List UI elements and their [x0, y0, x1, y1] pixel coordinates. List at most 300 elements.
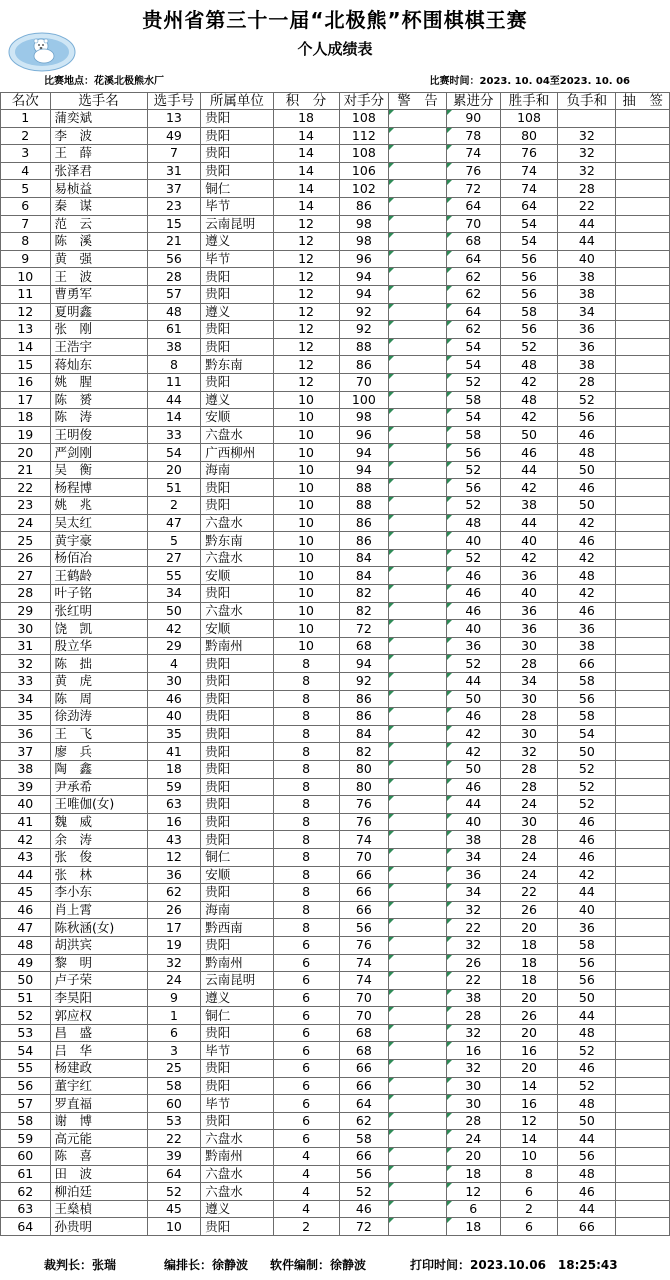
unit-cell: 六盘水 [201, 514, 273, 532]
loss-sum-cell: 44 [558, 215, 616, 233]
unit-cell: 黔西南 [201, 919, 273, 937]
loss-sum-cell: 38 [558, 268, 616, 286]
player-name-cell: 殷立华 [50, 637, 147, 655]
draw-cell [616, 1148, 670, 1166]
cumulative-score-cell: 52 [446, 549, 500, 567]
table-row [1, 708, 670, 726]
warning-cell [389, 743, 447, 761]
warning-cell [389, 426, 447, 444]
warning-cell [389, 444, 447, 462]
rank-cell: 8 [1, 233, 51, 251]
opponent-score-cell: 82 [339, 602, 389, 620]
draw-cell [616, 127, 670, 145]
win-sum-cell: 42 [500, 479, 558, 497]
player-name-cell: 胡洪宾 [50, 936, 147, 954]
col-opponent-score-header: 对手分 [339, 93, 389, 110]
warning-cell [389, 848, 447, 866]
player-name-cell: 叶子铭 [50, 585, 147, 603]
referee-label: 裁判长：张瑞 [44, 1258, 117, 1272]
cumulative-score-cell: 34 [446, 884, 500, 902]
rank-cell: 39 [1, 778, 51, 796]
table-row [1, 1183, 670, 1201]
win-sum-cell: 6 [500, 1218, 558, 1236]
opponent-score-cell: 86 [339, 690, 389, 708]
warning-cell [389, 127, 447, 145]
rank-cell: 15 [1, 356, 51, 374]
player-name-cell: 肖上霄 [50, 901, 147, 919]
player-number-cell: 48 [147, 303, 201, 321]
cumulative-score-cell: 40 [446, 532, 500, 550]
win-sum-cell: 36 [500, 620, 558, 638]
player-number-cell: 23 [147, 197, 201, 215]
score-cell: 10 [273, 602, 339, 620]
win-sum-cell: 36 [500, 567, 558, 585]
rank-cell: 56 [1, 1077, 51, 1095]
player-number-cell: 46 [147, 690, 201, 708]
win-sum-cell: 40 [500, 532, 558, 550]
player-name-cell: 曹勇军 [50, 285, 147, 303]
score-cell: 10 [273, 637, 339, 655]
draw-cell [616, 655, 670, 673]
loss-sum-cell: 32 [558, 127, 616, 145]
win-sum-cell: 56 [500, 268, 558, 286]
cumulative-score-cell: 64 [446, 197, 500, 215]
score-cell: 6 [273, 1060, 339, 1078]
cumulative-score-cell: 70 [446, 215, 500, 233]
draw-cell [616, 373, 670, 391]
table-row [1, 1077, 670, 1095]
draw-cell [616, 936, 670, 954]
warning-cell [389, 250, 447, 268]
unit-cell: 贵阳 [201, 743, 273, 761]
score-cell: 8 [273, 725, 339, 743]
table-row [1, 1024, 670, 1042]
opponent-score-cell: 66 [339, 884, 389, 902]
unit-cell: 贵阳 [201, 373, 273, 391]
loss-sum-cell: 58 [558, 708, 616, 726]
opponent-score-cell: 96 [339, 426, 389, 444]
table-row [1, 796, 670, 814]
player-number-cell: 50 [147, 602, 201, 620]
loss-sum-cell: 44 [558, 1007, 616, 1025]
win-sum-cell: 20 [500, 1060, 558, 1078]
win-sum-cell: 16 [500, 1042, 558, 1060]
score-cell: 10 [273, 391, 339, 409]
unit-cell: 贵阳 [201, 778, 273, 796]
player-number-cell: 11 [147, 373, 201, 391]
draw-cell [616, 497, 670, 515]
unit-cell: 贵阳 [201, 796, 273, 814]
player-number-cell: 25 [147, 1060, 201, 1078]
player-number-cell: 32 [147, 954, 201, 972]
table-row [1, 285, 670, 303]
player-number-cell: 27 [147, 549, 201, 567]
loss-sum-cell: 52 [558, 796, 616, 814]
warning-cell [389, 796, 447, 814]
unit-cell: 安顺 [201, 409, 273, 427]
unit-cell: 安顺 [201, 567, 273, 585]
col-number-header: 选手号 [147, 93, 201, 110]
cumulative-score-cell: 36 [446, 637, 500, 655]
loss-sum-cell: 36 [558, 620, 616, 638]
rank-cell: 24 [1, 514, 51, 532]
unit-cell: 广西柳州 [201, 444, 273, 462]
score-cell: 12 [273, 215, 339, 233]
score-cell: 8 [273, 743, 339, 761]
rank-cell: 26 [1, 549, 51, 567]
rank-cell: 18 [1, 409, 51, 427]
unit-cell: 毕节 [201, 250, 273, 268]
opponent-score-cell: 68 [339, 1042, 389, 1060]
player-number-cell: 42 [147, 620, 201, 638]
opponent-score-cell: 86 [339, 708, 389, 726]
unit-cell: 海南 [201, 461, 273, 479]
unit-cell: 贵阳 [201, 285, 273, 303]
player-number-cell: 14 [147, 409, 201, 427]
draw-cell [616, 1095, 670, 1113]
rank-cell: 7 [1, 215, 51, 233]
player-name-cell: 李昊阳 [50, 989, 147, 1007]
loss-sum-cell: 40 [558, 250, 616, 268]
table-row [1, 497, 670, 515]
win-sum-cell: 20 [500, 1024, 558, 1042]
win-sum-cell: 2 [500, 1200, 558, 1218]
score-cell: 12 [273, 268, 339, 286]
win-sum-cell: 18 [500, 972, 558, 990]
rank-cell: 60 [1, 1148, 51, 1166]
player-name-cell: 王鹤龄 [50, 567, 147, 585]
unit-cell: 遵义 [201, 233, 273, 251]
score-cell: 10 [273, 479, 339, 497]
draw-cell [616, 215, 670, 233]
unit-cell: 贵阳 [201, 831, 273, 849]
cumulative-score-cell: 46 [446, 602, 500, 620]
score-cell: 4 [273, 1200, 339, 1218]
cumulative-score-cell: 54 [446, 338, 500, 356]
cumulative-score-cell: 32 [446, 901, 500, 919]
loss-sum-cell: 46 [558, 479, 616, 497]
col-score-header: 积 分 [273, 93, 339, 110]
cumulative-score-cell: 62 [446, 268, 500, 286]
unit-cell: 黔南州 [201, 1148, 273, 1166]
player-name-cell: 谢 博 [50, 1112, 147, 1130]
score-cell: 6 [273, 972, 339, 990]
opponent-score-cell: 86 [339, 197, 389, 215]
win-sum-cell: 26 [500, 901, 558, 919]
unit-cell: 贵阳 [201, 884, 273, 902]
loss-sum-cell: 36 [558, 321, 616, 339]
warning-cell [389, 936, 447, 954]
win-sum-cell: 28 [500, 778, 558, 796]
unit-cell: 黔东南 [201, 532, 273, 550]
col-unit-header: 所属单位 [201, 93, 273, 110]
table-row [1, 760, 670, 778]
player-number-cell: 5 [147, 532, 201, 550]
opponent-score-cell: 100 [339, 391, 389, 409]
player-name-cell: 张 俊 [50, 848, 147, 866]
player-number-cell: 38 [147, 338, 201, 356]
table-row [1, 461, 670, 479]
rank-cell: 36 [1, 725, 51, 743]
cumulative-score-cell: 38 [446, 989, 500, 1007]
cumulative-score-cell: 46 [446, 585, 500, 603]
player-name-cell: 吴太红 [50, 514, 147, 532]
opponent-score-cell: 72 [339, 1218, 389, 1236]
table-row [1, 1112, 670, 1130]
score-cell: 10 [273, 567, 339, 585]
rank-cell: 34 [1, 690, 51, 708]
loss-sum-cell: 38 [558, 637, 616, 655]
cumulative-score-cell: 28 [446, 1112, 500, 1130]
player-name-cell: 魏 威 [50, 813, 147, 831]
table-row [1, 391, 670, 409]
cumulative-score-cell: 40 [446, 813, 500, 831]
loss-sum-cell: 42 [558, 549, 616, 567]
loss-sum-cell: 56 [558, 954, 616, 972]
table-row [1, 1130, 670, 1148]
cumulative-score-cell: 56 [446, 444, 500, 462]
player-name-cell: 陈 赟 [50, 391, 147, 409]
col-rank-header: 名次 [1, 93, 51, 110]
draw-cell [616, 409, 670, 427]
win-sum-cell: 28 [500, 655, 558, 673]
cumulative-score-cell: 54 [446, 356, 500, 374]
table-row [1, 866, 670, 884]
unit-cell: 贵阳 [201, 162, 273, 180]
warning-cell [389, 1218, 447, 1236]
cumulative-score-cell: 46 [446, 567, 500, 585]
score-cell: 8 [273, 813, 339, 831]
win-sum-cell: 74 [500, 180, 558, 198]
score-cell: 4 [273, 1148, 339, 1166]
score-cell: 4 [273, 1165, 339, 1183]
rank-cell: 2 [1, 127, 51, 145]
opponent-score-cell: 102 [339, 180, 389, 198]
cumulative-score-cell: 12 [446, 1183, 500, 1201]
unit-cell: 贵阳 [201, 760, 273, 778]
print-time-label: 打印时间：2023.10.06 18:25:43 [410, 1258, 618, 1272]
table-row [1, 1095, 670, 1113]
player-number-cell: 4 [147, 655, 201, 673]
rank-cell: 10 [1, 268, 51, 286]
draw-cell [616, 567, 670, 585]
warning-cell [389, 1060, 447, 1078]
unit-cell: 贵阳 [201, 127, 273, 145]
rank-cell: 37 [1, 743, 51, 761]
rank-cell: 32 [1, 655, 51, 673]
player-number-cell: 63 [147, 796, 201, 814]
draw-cell [616, 690, 670, 708]
score-cell: 6 [273, 1024, 339, 1042]
player-number-cell: 13 [147, 110, 201, 128]
opponent-score-cell: 84 [339, 567, 389, 585]
score-cell: 8 [273, 866, 339, 884]
player-name-cell: 廖 兵 [50, 743, 147, 761]
player-name-cell: 吴 衡 [50, 461, 147, 479]
venue-label: 比赛地点：花溪北极熊水厂 [44, 76, 164, 87]
opponent-score-cell: 92 [339, 303, 389, 321]
loss-sum-cell: 46 [558, 1183, 616, 1201]
loss-sum-cell [558, 110, 616, 128]
score-cell: 2 [273, 1218, 339, 1236]
rank-cell: 52 [1, 1007, 51, 1025]
win-sum-cell: 24 [500, 796, 558, 814]
rank-cell: 30 [1, 620, 51, 638]
rank-cell: 53 [1, 1024, 51, 1042]
table-row [1, 637, 670, 655]
table-row [1, 356, 670, 374]
opponent-score-cell: 94 [339, 285, 389, 303]
draw-cell [616, 285, 670, 303]
report-header [0, 0, 670, 92]
draw-cell [616, 356, 670, 374]
player-name-cell: 杨佰冶 [50, 549, 147, 567]
player-name-cell: 秦 谋 [50, 197, 147, 215]
score-cell: 10 [273, 585, 339, 603]
warning-cell [389, 409, 447, 427]
opponent-score-cell: 76 [339, 813, 389, 831]
win-sum-cell: 22 [500, 884, 558, 902]
cumulative-score-cell: 42 [446, 743, 500, 761]
loss-sum-cell: 58 [558, 936, 616, 954]
win-sum-cell: 8 [500, 1165, 558, 1183]
software-label: 软件编制：徐静波 [270, 1258, 367, 1272]
rank-cell: 38 [1, 760, 51, 778]
draw-cell [616, 919, 670, 937]
warning-cell [389, 725, 447, 743]
player-name-cell: 王浩宇 [50, 338, 147, 356]
player-number-cell: 45 [147, 1200, 201, 1218]
warning-cell [389, 673, 447, 691]
unit-cell: 六盘水 [201, 549, 273, 567]
opponent-score-cell: 108 [339, 110, 389, 128]
rank-cell: 29 [1, 602, 51, 620]
win-sum-cell: 50 [500, 426, 558, 444]
table-row [1, 778, 670, 796]
warning-cell [389, 549, 447, 567]
warning-cell [389, 197, 447, 215]
unit-cell: 黔东南 [201, 356, 273, 374]
results-table [0, 92, 670, 1236]
player-name-cell: 陈 拙 [50, 655, 147, 673]
rank-cell: 61 [1, 1165, 51, 1183]
table-row [1, 233, 670, 251]
loss-sum-cell: 46 [558, 602, 616, 620]
rank-cell: 11 [1, 285, 51, 303]
win-sum-cell: 28 [500, 760, 558, 778]
player-number-cell: 7 [147, 145, 201, 163]
win-sum-cell: 20 [500, 919, 558, 937]
draw-cell [616, 233, 670, 251]
cumulative-score-cell: 6 [446, 1200, 500, 1218]
loss-sum-cell: 42 [558, 866, 616, 884]
opponent-score-cell: 94 [339, 461, 389, 479]
unit-cell: 六盘水 [201, 1165, 273, 1183]
cumulative-score-cell: 58 [446, 391, 500, 409]
loss-sum-cell: 56 [558, 1148, 616, 1166]
table-row [1, 409, 670, 427]
draw-cell [616, 673, 670, 691]
player-name-cell: 王燊楨 [50, 1200, 147, 1218]
cumulative-score-cell: 22 [446, 919, 500, 937]
rank-cell: 12 [1, 303, 51, 321]
player-number-cell: 37 [147, 180, 201, 198]
win-sum-cell: 56 [500, 321, 558, 339]
table-row [1, 532, 670, 550]
warning-cell [389, 813, 447, 831]
score-cell: 12 [273, 356, 339, 374]
opponent-score-cell: 76 [339, 936, 389, 954]
score-cell: 6 [273, 1130, 339, 1148]
cumulative-score-cell: 52 [446, 373, 500, 391]
draw-cell [616, 110, 670, 128]
draw-cell [616, 1200, 670, 1218]
player-number-cell: 26 [147, 901, 201, 919]
score-cell: 6 [273, 989, 339, 1007]
opponent-score-cell: 74 [339, 972, 389, 990]
unit-cell: 云南昆明 [201, 972, 273, 990]
loss-sum-cell: 44 [558, 1200, 616, 1218]
win-sum-cell: 64 [500, 197, 558, 215]
win-sum-cell: 24 [500, 866, 558, 884]
opponent-score-cell: 52 [339, 1183, 389, 1201]
loss-sum-cell: 48 [558, 1165, 616, 1183]
player-name-cell: 陶 鑫 [50, 760, 147, 778]
warning-cell [389, 145, 447, 163]
draw-cell [616, 760, 670, 778]
unit-cell: 黔南州 [201, 637, 273, 655]
rank-cell: 25 [1, 532, 51, 550]
cumulative-score-cell: 26 [446, 954, 500, 972]
unit-cell: 六盘水 [201, 426, 273, 444]
score-cell: 12 [273, 303, 339, 321]
unit-cell: 贵阳 [201, 690, 273, 708]
warning-cell [389, 1024, 447, 1042]
player-number-cell: 49 [147, 127, 201, 145]
player-name-cell: 罗直福 [50, 1095, 147, 1113]
player-number-cell: 53 [147, 1112, 201, 1130]
page-title: 贵州省第三十一届“北极熊”杯围棋棋王赛 [142, 8, 528, 32]
player-name-cell: 王 波 [50, 268, 147, 286]
win-sum-cell: 18 [500, 936, 558, 954]
loss-sum-cell: 46 [558, 532, 616, 550]
player-number-cell: 20 [147, 461, 201, 479]
draw-cell [616, 620, 670, 638]
win-sum-cell: 14 [500, 1130, 558, 1148]
cumulative-score-cell: 48 [446, 514, 500, 532]
loss-sum-cell: 48 [558, 1024, 616, 1042]
table-row [1, 444, 670, 462]
score-cell: 10 [273, 514, 339, 532]
table-row [1, 1060, 670, 1078]
table-row [1, 426, 670, 444]
player-name-cell: 蒋灿东 [50, 356, 147, 374]
table-row [1, 215, 670, 233]
player-name-cell: 王 飞 [50, 725, 147, 743]
player-number-cell: 17 [147, 919, 201, 937]
player-number-cell: 52 [147, 1183, 201, 1201]
warning-cell [389, 497, 447, 515]
warning-cell [389, 760, 447, 778]
table-row [1, 725, 670, 743]
draw-cell [616, 796, 670, 814]
cumulative-score-cell: 46 [446, 778, 500, 796]
table-row [1, 901, 670, 919]
cumulative-score-cell: 42 [446, 725, 500, 743]
draw-cell [616, 602, 670, 620]
warning-cell [389, 514, 447, 532]
cumulative-score-cell: 62 [446, 321, 500, 339]
